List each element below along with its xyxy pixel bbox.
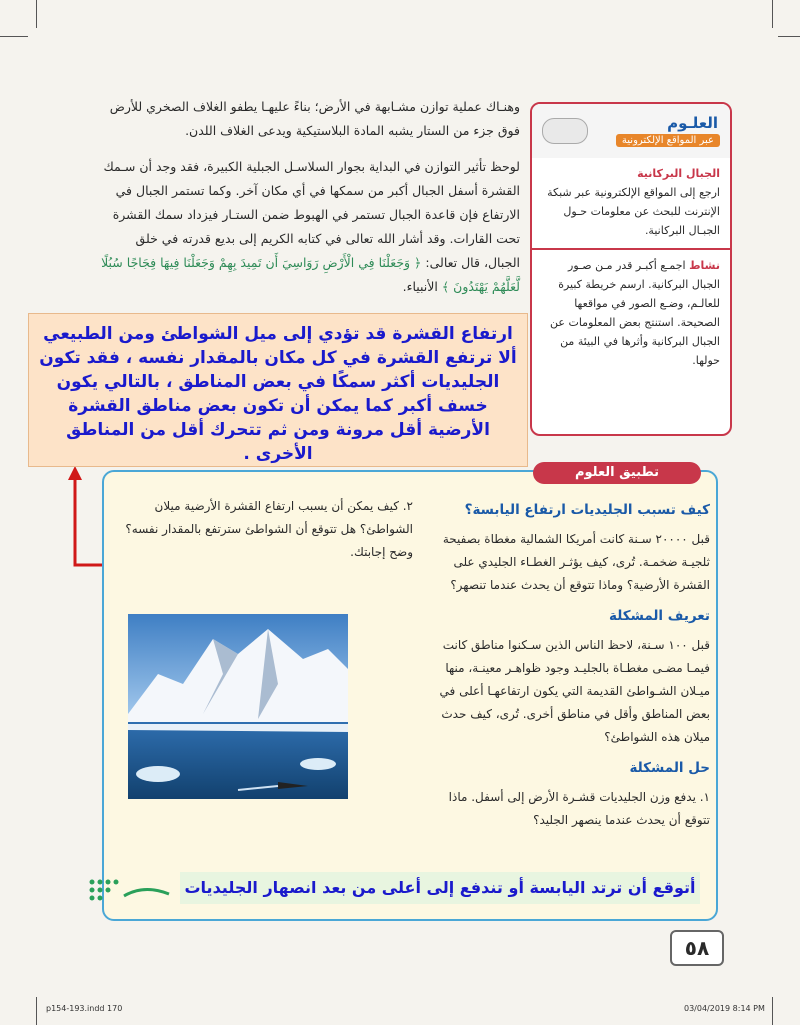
sidebar-title: العلـوم [667, 114, 718, 132]
glacier-photo [128, 614, 348, 799]
solve-problem-heading: حل المشكلة [629, 760, 710, 776]
page-number: ٥٨ [670, 930, 724, 966]
footer-file: p154-193.indd 170 [46, 1004, 123, 1013]
sidebar-heading-volcanic: الجبال البركانية [637, 167, 720, 180]
footer-date: 03/04/2019 8:14 PM [684, 1004, 765, 1013]
main-paragraph-2-text: لوحظ تأثير التوازن في البداية بجوار السلاسـل الجبلية الكبيرة، فقد وجد أن سـمك القشرة أسفل الجبال أكبر من سمكها في أي مكان آخر. وكما تستمر الجبال في الارتفاع فإن قاعدة الجبال تستمر في الهبوط ضمن الستـار فيزداد سمك القشرة تحت القارات. وقد أشار الله تعالى في كتابه الكريم إلى بديع قدرته في خلق الجبال، قال تعالى: [103, 159, 520, 270]
define-problem-heading: تعريف المشكلة [609, 608, 710, 624]
question-heading: كيف تسبب الجليديات ارتفاع اليابسة؟ [464, 502, 710, 518]
sidebar-heading-activity: نشاط [689, 259, 720, 272]
application-label: تطبيق العلوم [533, 462, 701, 484]
callout-annotation: ارتفاع القشرة قد تؤدي إلى ميل الشواطئ ومن الطبيعي ألا ترتفع القشرة في كل مكان بالمقدار نفسه ، فقد تكون الجليديات أكثر سمكًا في بعض المناطق ، بالتالي يكون خسف أكبر كما يمكن أن تكون بعض مناطق القشرة الأرضية أقل مرونة ومن ثم تتحرك أقل من المناطق الأخرى . [28, 313, 528, 467]
main-paragraph-1: وهنـاك عملية توازن مشـابهة في الأرض؛ بناءً عليهـا يطفو الغلاف الصخري للأرض فوق جزء من الستار يشبه المادة البلاستيكية ويدعى الغلاف اللدن. [109, 99, 520, 138]
answer-highlight: أتوقع أن ترتد اليابسة أو تندفع إلى أعلى من بعد انصهار الجليديات [180, 872, 700, 904]
ministry-logo-icon [84, 874, 174, 904]
sidebar-text-2: اجمـع أكبـر قدر مـن صـور الجبال البركانية. ارسم خريطة كبيرة للعالـم، وضـع الصور في مواقعها الصحيحة. استنتج بعض المعلومات عن الجبال البركانية وأثرها في البيئة من حولها. [550, 259, 720, 367]
quran-verse: ﴿ وَجَعَلْنَا فِي الْأَرْضِ رَوَاسِيَ أَن تَمِيدَ بِهِمْ وَجَعَلْنَا فِيهَا فِجَاجًا سُبُلًا لَّعَلَّهُمْ يَهْتَدُونَ ﴾ [101, 255, 520, 294]
application-right-column [420, 495, 710, 840]
question-2: ٢. كيف يمكن أن يسبب ارتفاع القشرة الأرضية ميلان الشواطئ؟ هل تتوقع أن الشواطئ سترتفع بالمقدار نفسه؟ وضح إجابتك. [125, 499, 413, 559]
question-1: ١. يدفع وزن الجليديات قشـرة الأرض إلى أسفل. ماذا تتوقع أن يحدث عندما ينصهر الجليد؟ [448, 790, 710, 827]
sidebar-text-1: ارجع إلى المواقع الإلكترونية عبر شبكة الإنترنت للبحث عن معلومات حـول الجبـال البركانية. [547, 186, 720, 237]
define-problem-paragraph: قبل ١٠٠ سـنة، لاحظ الناس الذين سـكنوا مناطق كانت فيمـا مضـى مغطـاة بالجليـد وجود ظواهـر معينـة، منها ميـلان الشـواطئ القديمة التي يكون ارتفاعهـا أعلى في بعض المناطق وأقل في مناطق أخرى. تُرى، كيف حدث ميلان هذه الشواطئ؟ [439, 638, 710, 744]
question-paragraph: قبل ٢٠٠٠٠ سـنة كانت أمريكا الشمالية مغطاة بصفيحة ثلجيـة ضخمـة. تُرى، كيف يؤثـر الغطـاء الجليدي على القشرة الأرضية؟ وماذا تتوقع أن يحدث عندما تنصهر؟ [442, 532, 710, 592]
sidebar-subtitle: عبر المواقع الإلكترونية [616, 134, 720, 147]
surah-name: الأنبياء. [402, 279, 438, 294]
